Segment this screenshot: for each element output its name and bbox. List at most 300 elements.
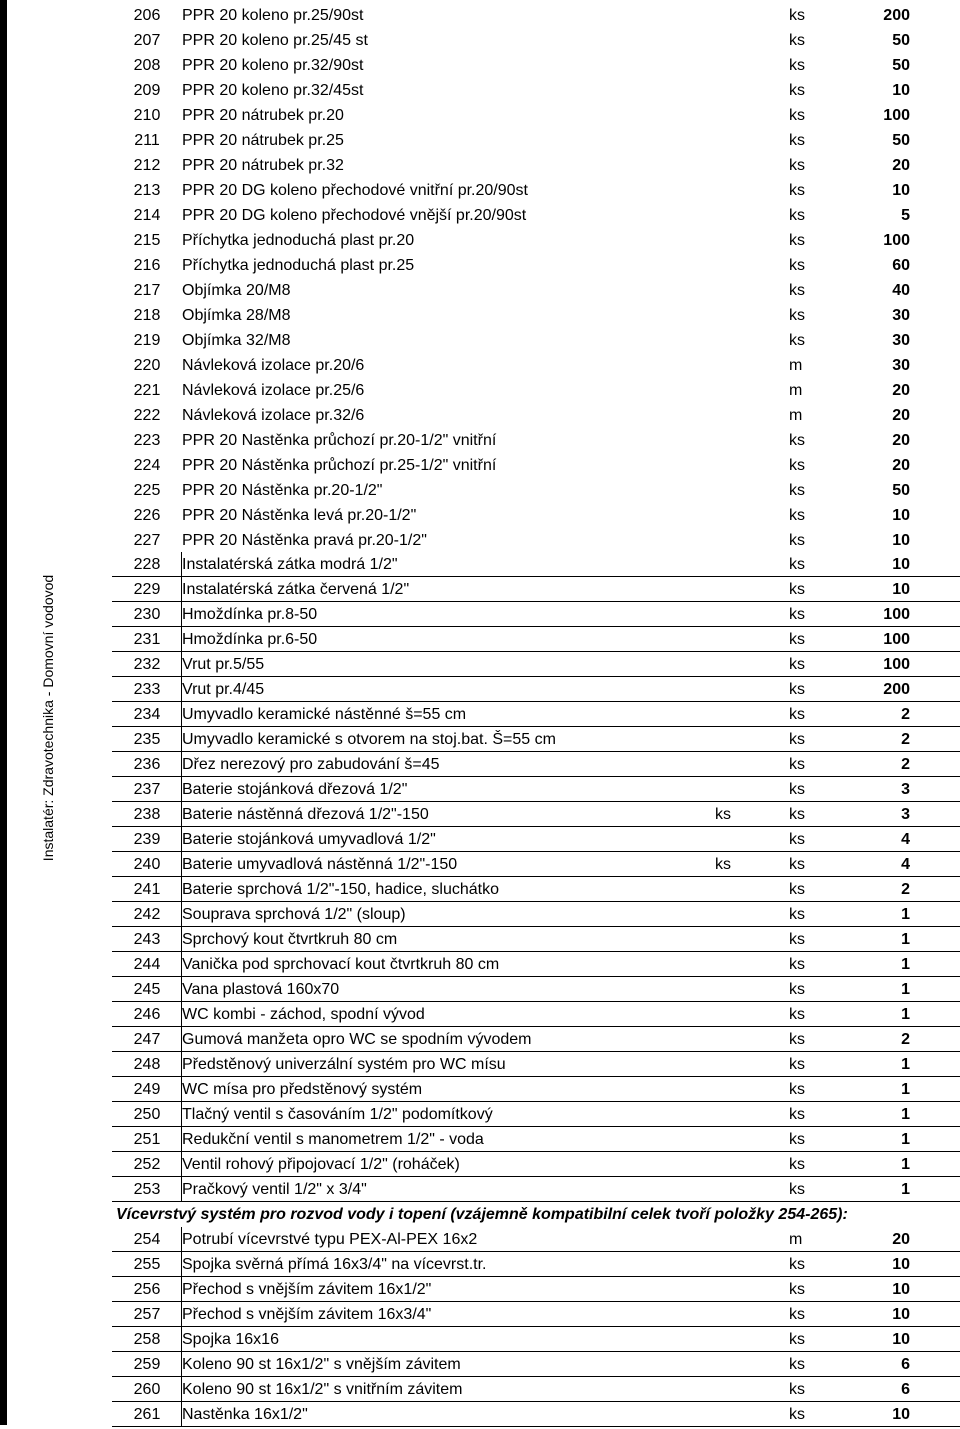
item-quantity: 30 [892, 357, 910, 374]
item-unit: ks [789, 107, 805, 124]
item-unit: ks [789, 831, 805, 848]
item-name: Potrubí vícevrstvé typu PEX-Al-PEX 16x2 [182, 1231, 478, 1248]
table-row [112, 127, 960, 152]
item-unit: ks [789, 731, 805, 748]
table-row [112, 877, 960, 902]
item-number: 255 [133, 1256, 161, 1273]
column-divider [181, 1152, 182, 1176]
table-row [112, 252, 960, 277]
column-divider [181, 1102, 182, 1126]
table-row [112, 52, 960, 77]
item-unit-extra: ks [715, 806, 731, 823]
item-number: 230 [133, 606, 161, 623]
column-divider [181, 902, 182, 926]
item-quantity: 50 [892, 482, 910, 499]
table-row [112, 852, 960, 877]
item-name: Objímka 32/M8 [182, 332, 291, 349]
table-row [112, 927, 960, 952]
side-label-text: Instalatér: Zdravotechnika - Domovní vodovod [40, 574, 56, 862]
column-divider [181, 977, 182, 1001]
table-row [112, 1152, 960, 1177]
item-name: Umyvadlo keramické s otvorem na stoj.bat. Š=55 cm [182, 731, 556, 748]
table-row [112, 327, 960, 352]
item-quantity: 4 [901, 831, 910, 848]
item-name: PPR 20 Nástěnka levá pr.20-1/2" [182, 507, 417, 524]
item-unit: ks [789, 1381, 805, 1398]
column-divider [181, 1177, 182, 1201]
item-name: Baterie nástěnná dřezová 1/2"-150 [182, 806, 429, 823]
item-number: 247 [133, 1031, 161, 1048]
item-quantity: 10 [892, 1306, 910, 1323]
table-row [112, 1177, 960, 1202]
item-number: 210 [133, 107, 161, 124]
table-row [112, 1277, 960, 1302]
item-quantity: 10 [892, 1281, 910, 1298]
item-quantity: 1 [901, 931, 910, 948]
item-name: Přechod s vnějším závitem 16x1/2" [182, 1281, 432, 1298]
item-quantity: 3 [901, 781, 910, 798]
item-quantity: 1 [901, 1181, 910, 1198]
item-unit: ks [789, 332, 805, 349]
item-quantity: 1 [901, 906, 910, 923]
item-quantity: 1 [901, 1081, 910, 1098]
item-unit: ks [789, 956, 805, 973]
table-row [112, 1002, 960, 1027]
item-unit: ks [789, 482, 805, 499]
item-quantity: 20 [892, 407, 910, 424]
item-name: Vrut pr.5/55 [182, 656, 265, 673]
item-name: PPR 20 koleno pr.25/90st [182, 7, 364, 24]
item-number: 224 [133, 457, 161, 474]
item-unit: m [789, 407, 803, 424]
table-row [112, 1377, 960, 1402]
item-number: 234 [133, 706, 161, 723]
item-name: Předstěnový univerzální systém pro WC mísu [182, 1056, 506, 1073]
item-quantity: 1 [901, 1131, 910, 1148]
item-quantity: 1 [901, 1106, 910, 1123]
item-unit: ks [789, 781, 805, 798]
table-row [112, 627, 960, 652]
item-unit: ks [789, 7, 805, 24]
item-quantity: 6 [901, 1381, 910, 1398]
item-number: 246 [133, 1006, 161, 1023]
item-unit: ks [789, 432, 805, 449]
item-quantity: 20 [892, 157, 910, 174]
item-unit: ks [789, 606, 805, 623]
item-name: Vanička pod sprchovací kout čtvrtkruh 80 cm [182, 956, 500, 973]
item-quantity: 20 [892, 1231, 910, 1248]
item-number: 218 [133, 307, 161, 324]
column-divider [181, 877, 182, 901]
item-name: Koleno 90 st 16x1/2" s vnitřním závitem [182, 1381, 463, 1398]
table-row [112, 1402, 960, 1427]
table-row [112, 277, 960, 302]
item-number: 206 [133, 7, 161, 24]
column-divider [181, 1327, 182, 1351]
item-unit: ks [789, 1106, 805, 1123]
item-number: 254 [133, 1231, 161, 1248]
item-name: PPR 20 nátrubek pr.32 [182, 157, 344, 174]
item-number: 209 [133, 82, 161, 99]
table-row [112, 752, 960, 777]
item-quantity: 50 [892, 32, 910, 49]
item-quantity: 10 [892, 82, 910, 99]
item-quantity: 20 [892, 382, 910, 399]
column-divider [181, 627, 182, 651]
item-number: 241 [133, 881, 161, 898]
item-number: 249 [133, 1081, 161, 1098]
item-quantity: 4 [901, 856, 910, 873]
item-name: Hmoždínka pr.8-50 [182, 606, 318, 623]
item-number: 225 [133, 482, 161, 499]
item-quantity: 6 [901, 1356, 910, 1373]
item-quantity: 10 [892, 182, 910, 199]
table-row [112, 102, 960, 127]
item-name: PPR 20 nátrubek pr.25 [182, 132, 344, 149]
table-row [112, 452, 960, 477]
table-row [112, 552, 960, 577]
item-quantity: 60 [892, 257, 910, 274]
item-number: 208 [133, 57, 161, 74]
item-quantity: 3 [901, 806, 910, 823]
table-row [112, 1027, 960, 1052]
item-quantity: 20 [892, 457, 910, 474]
table-row [112, 952, 960, 977]
item-name: Objímka 20/M8 [182, 282, 291, 299]
item-number: 212 [133, 157, 161, 174]
item-name: Příchytka jednoduchá plast pr.25 [182, 257, 415, 274]
item-quantity: 1 [901, 1006, 910, 1023]
item-number: 221 [133, 382, 161, 399]
item-number: 219 [133, 332, 161, 349]
table-row [112, 27, 960, 52]
table-row [112, 402, 960, 427]
item-name: PPR 20 Nástěnka pravá pr.20-1/2" [182, 532, 427, 549]
item-unit: ks [789, 706, 805, 723]
item-unit: ks [789, 1006, 805, 1023]
item-name: WC kombi - záchod, spodní vývod [182, 1006, 425, 1023]
table-row [112, 502, 960, 527]
item-quantity: 10 [892, 532, 910, 549]
table-row [112, 902, 960, 927]
table-row [112, 2, 960, 27]
column-divider [181, 677, 182, 701]
table-row [112, 1077, 960, 1102]
item-name: Tlačný ventil s časováním 1/2" podomítkový [182, 1106, 493, 1123]
item-quantity: 2 [901, 706, 910, 723]
item-name: PPR 20 Nastěnka průchozí pr.20-1/2" vnitřní [182, 432, 497, 449]
table-row [112, 1352, 960, 1377]
item-name: PPR 20 DG koleno přechodové vnější pr.20/90st [182, 207, 527, 224]
item-unit: ks [789, 1156, 805, 1173]
table-row [112, 77, 960, 102]
item-unit: ks [789, 532, 805, 549]
item-quantity: 10 [892, 1406, 910, 1423]
table-row [112, 1252, 960, 1277]
item-number: 260 [133, 1381, 161, 1398]
table-row [112, 702, 960, 727]
item-quantity: 1 [901, 1156, 910, 1173]
item-number: 226 [133, 507, 161, 524]
item-unit: ks [789, 507, 805, 524]
item-unit: ks [789, 57, 805, 74]
item-number: 243 [133, 931, 161, 948]
item-unit: ks [789, 581, 805, 598]
item-name: Spojka 16x16 [182, 1331, 279, 1348]
item-quantity: 1 [901, 981, 910, 998]
item-name: Pračkový ventil 1/2" x 3/4" [182, 1181, 367, 1198]
item-quantity: 20 [892, 432, 910, 449]
item-name: Gumová manžeta opro WC se spodním vývodem [182, 1031, 532, 1048]
item-quantity: 30 [892, 307, 910, 324]
item-unit: ks [789, 906, 805, 923]
item-unit: ks [789, 931, 805, 948]
item-name: Hmoždínka pr.6-50 [182, 631, 318, 648]
item-name: Umyvadlo keramické nástěnné š=55 cm [182, 706, 467, 723]
item-unit: ks [789, 1031, 805, 1048]
column-divider [181, 1002, 182, 1026]
item-unit: ks [789, 32, 805, 49]
item-number: 222 [133, 407, 161, 424]
item-quantity: 10 [892, 1331, 910, 1348]
item-quantity: 5 [901, 207, 910, 224]
item-name: PPR 20 Nástěnka průchozí pr.25-1/2" vnitřní [182, 457, 497, 474]
item-name: Baterie sprchová 1/2"-150, hadice, sluchátko [182, 881, 499, 898]
item-name: Baterie umyvadlová nástěnná 1/2"-150 [182, 856, 458, 873]
item-quantity: 200 [883, 7, 910, 24]
item-unit: ks [789, 182, 805, 199]
item-table [112, 2, 960, 1427]
table-row [112, 827, 960, 852]
item-unit: ks [789, 656, 805, 673]
item-unit: m [789, 382, 803, 399]
item-number: 257 [133, 1306, 161, 1323]
item-number: 236 [133, 756, 161, 773]
table-row [112, 152, 960, 177]
item-number: 213 [133, 182, 161, 199]
item-name: Koleno 90 st 16x1/2" s vnějším závitem [182, 1356, 461, 1373]
item-unit: ks [789, 806, 805, 823]
item-name: Nastěnka 16x1/2" [182, 1406, 308, 1423]
item-number: 214 [133, 207, 161, 224]
item-unit: ks [789, 257, 805, 274]
item-unit: ks [789, 856, 805, 873]
column-divider [181, 552, 182, 576]
item-unit: m [789, 357, 803, 374]
item-name: PPR 20 Nástěnka pr.20-1/2" [182, 482, 383, 499]
column-divider [181, 1402, 182, 1426]
item-name: Instalatérská zátka červená 1/2" [182, 581, 410, 598]
item-quantity: 50 [892, 132, 910, 149]
item-unit: ks [789, 132, 805, 149]
column-divider [181, 1277, 182, 1301]
item-name: PPR 20 koleno pr.32/90st [182, 57, 364, 74]
column-divider [181, 652, 182, 676]
table-row [112, 202, 960, 227]
column-divider [181, 827, 182, 851]
item-number: 228 [133, 556, 161, 573]
item-unit: ks [789, 82, 805, 99]
column-divider [181, 1127, 182, 1151]
table-row [112, 527, 960, 552]
item-number: 227 [133, 532, 161, 549]
item-number: 239 [133, 831, 161, 848]
column-divider [181, 1377, 182, 1401]
item-unit: ks [789, 207, 805, 224]
item-number: 245 [133, 981, 161, 998]
item-quantity: 2 [901, 1031, 910, 1048]
table-row [112, 802, 960, 827]
column-divider [181, 752, 182, 776]
item-unit: ks [789, 1406, 805, 1423]
item-number: 251 [133, 1131, 161, 1148]
item-name: Dřez nerezový pro zabudování š=45 [182, 756, 440, 773]
item-name: PPR 20 koleno pr.32/45st [182, 82, 364, 99]
item-number: 258 [133, 1331, 161, 1348]
item-number: 237 [133, 781, 161, 798]
table-row [112, 227, 960, 252]
table-row [112, 177, 960, 202]
section-header-row [112, 1202, 960, 1227]
item-number: 215 [133, 232, 161, 249]
item-number: 223 [133, 432, 161, 449]
item-unit: ks [789, 631, 805, 648]
section-title: Vícevrstvý systém pro rozvod vody i topení (vzájemně kompatibilní celek tvoří položky 254-265): [116, 1206, 848, 1223]
table-row [112, 1227, 960, 1252]
item-name: Spojka svěrná přímá 16x3/4" na vícevrst.tr. [182, 1256, 487, 1273]
column-divider [181, 1227, 182, 1251]
column-divider [181, 802, 182, 826]
item-number: 211 [134, 132, 160, 149]
item-unit: ks [789, 681, 805, 698]
item-name: PPR 20 koleno pr.25/45 st [182, 32, 368, 49]
item-name: PPR 20 nátrubek pr.20 [182, 107, 344, 124]
item-unit: ks [789, 232, 805, 249]
column-divider [181, 602, 182, 626]
item-quantity: 2 [901, 756, 910, 773]
item-number: 244 [133, 956, 161, 973]
table-row [112, 1102, 960, 1127]
item-number: 233 [133, 681, 161, 698]
item-unit: ks [789, 1181, 805, 1198]
item-quantity: 1 [901, 1056, 910, 1073]
item-quantity: 2 [901, 881, 910, 898]
table-row [112, 352, 960, 377]
item-unit: ks [789, 1281, 805, 1298]
item-name: Ventil rohový připojovací 1/2" (roháček) [182, 1156, 460, 1173]
column-divider [181, 1077, 182, 1101]
item-unit: ks [789, 1331, 805, 1348]
item-number: 253 [133, 1181, 161, 1198]
item-unit: ks [789, 282, 805, 299]
item-number: 248 [133, 1056, 161, 1073]
table-row [112, 427, 960, 452]
item-unit: ks [789, 1131, 805, 1148]
table-row [112, 577, 960, 602]
table-row [112, 727, 960, 752]
table-row [112, 377, 960, 402]
item-number: 238 [133, 806, 161, 823]
item-name: PPR 20 DG koleno přechodové vnitřní pr.20/90st [182, 182, 528, 199]
column-divider [181, 1052, 182, 1076]
item-unit: ks [789, 157, 805, 174]
column-divider [181, 927, 182, 951]
item-name: Baterie stojánková umyvadlová 1/2" [182, 831, 436, 848]
column-divider [181, 952, 182, 976]
item-number: 229 [133, 581, 161, 598]
item-name: Sprchový kout čtvrtkruh 80 cm [182, 931, 398, 948]
item-number: 231 [133, 631, 161, 648]
item-quantity: 10 [892, 556, 910, 573]
item-quantity: 10 [892, 1256, 910, 1273]
item-number: 252 [133, 1156, 161, 1173]
item-unit: ks [789, 1356, 805, 1373]
table-row [112, 652, 960, 677]
item-name: Návleková izolace pr.25/6 [182, 382, 365, 399]
item-name: Návleková izolace pr.32/6 [182, 407, 365, 424]
item-quantity: 100 [883, 656, 910, 673]
table-row [112, 1302, 960, 1327]
table-row [112, 677, 960, 702]
item-quantity: 100 [883, 107, 910, 124]
item-quantity: 30 [892, 332, 910, 349]
item-unit: ks [789, 307, 805, 324]
item-number: 235 [133, 731, 161, 748]
left-border-bar [0, 0, 7, 1425]
item-number: 250 [133, 1106, 161, 1123]
item-quantity: 50 [892, 57, 910, 74]
table-row [112, 302, 960, 327]
item-unit: ks [789, 1256, 805, 1273]
item-name: Instalatérská zátka modrá 1/2" [182, 556, 398, 573]
item-unit: ks [789, 1306, 805, 1323]
column-divider [181, 702, 182, 726]
item-quantity: 100 [883, 631, 910, 648]
item-unit: m [789, 1231, 803, 1248]
item-quantity: 40 [892, 282, 910, 299]
item-number: 240 [133, 856, 161, 873]
item-name: Návleková izolace pr.20/6 [182, 357, 365, 374]
table-row [112, 1127, 960, 1152]
column-divider [181, 1352, 182, 1376]
item-quantity: 100 [883, 232, 910, 249]
item-quantity: 200 [883, 681, 910, 698]
table-row [112, 1327, 960, 1352]
item-name: Souprava sprchová 1/2" (sloup) [182, 906, 406, 923]
item-quantity: 10 [892, 581, 910, 598]
item-quantity: 100 [883, 606, 910, 623]
column-divider [181, 577, 182, 601]
column-divider [181, 852, 182, 876]
item-name: Přechod s vnějším závitem 16x3/4" [182, 1306, 432, 1323]
item-number: 216 [133, 257, 161, 274]
table-row [112, 1052, 960, 1077]
item-number: 259 [133, 1356, 161, 1373]
item-name: Objímka 28/M8 [182, 307, 291, 324]
item-number: 207 [133, 32, 161, 49]
item-number: 220 [133, 357, 161, 374]
table-row [112, 977, 960, 1002]
column-divider [181, 1302, 182, 1326]
column-divider [181, 777, 182, 801]
item-number: 256 [133, 1281, 161, 1298]
table-row [112, 777, 960, 802]
column-divider [181, 1252, 182, 1276]
item-quantity: 10 [892, 507, 910, 524]
item-number: 242 [133, 906, 161, 923]
item-name: Příchytka jednoduchá plast pr.20 [182, 232, 415, 249]
column-divider [181, 727, 182, 751]
